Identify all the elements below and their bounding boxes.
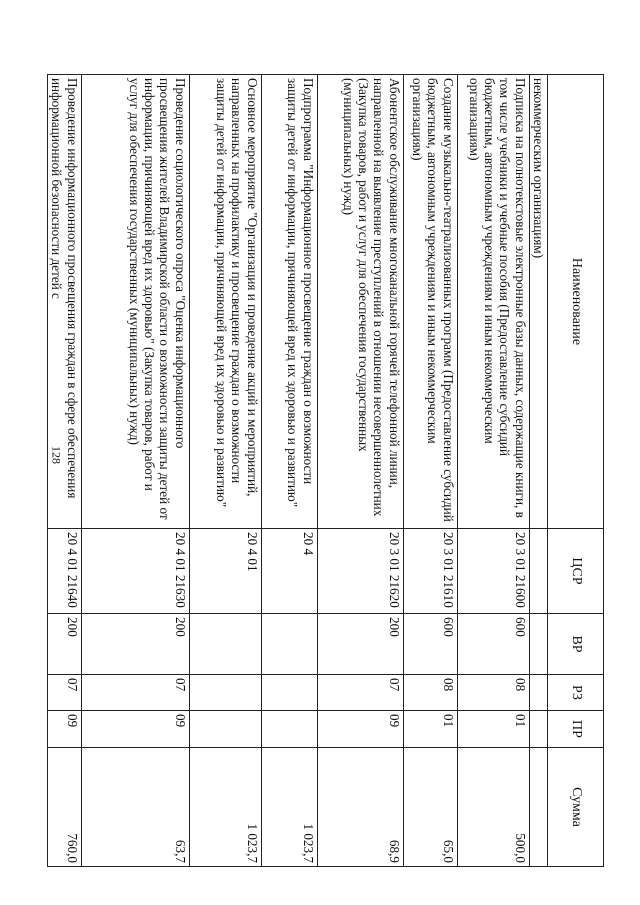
header-csr: ЦСР xyxy=(548,529,604,614)
row-vr xyxy=(189,614,261,675)
table-row xyxy=(81,75,189,867)
row-csr: 20 3 01 21620 xyxy=(317,529,403,614)
table-row xyxy=(189,75,261,867)
row-name: Создание музыкально-театрализованных программ (Предоставление субсидий бюджетным, автономным учреждениям и иным некоммерческим организациям) xyxy=(403,75,457,529)
row-name: Проведение информационного просвещения граждан в сфере обеспечения информационной безопасности детей с xyxy=(48,75,82,529)
row-pr: 09 xyxy=(81,711,189,748)
row-pr: 09 xyxy=(48,711,82,748)
row-vr: 600 xyxy=(403,614,457,675)
row-name: Подписка на полнотекстовые электронные базы данных, содержащие книги, в том числе учебники и учебные пособия (Предоставление субсидий бюджетным, автономным учреждениям и иным некоммерческим организациям) xyxy=(457,75,529,529)
row-csr: 20 4 xyxy=(261,529,317,614)
row-pr xyxy=(261,711,317,748)
row-csr: 20 3 01 21610 xyxy=(403,529,457,614)
table-row xyxy=(457,75,529,867)
table-row xyxy=(529,75,547,867)
row-sum: 63,7 xyxy=(81,748,189,867)
row-name: Проведение социологического опроса "Оценка информационного просвещения жителей Владимирской области о возможности защиты детей от информации, причиняющей вред их здоровью" (Закупка товаров, работ и услуг для обеспечения государственных (муниципальных) нужд) xyxy=(81,75,189,529)
row-sum: 65,0 xyxy=(403,748,457,867)
header-sum: Сумма xyxy=(548,748,604,867)
row-sum xyxy=(529,748,547,867)
row-sum: 760,0 xyxy=(48,748,82,867)
header-pr: ПР xyxy=(548,711,604,748)
row-csr: 20 4 01 21640 xyxy=(48,529,82,614)
row-rz xyxy=(529,675,547,711)
row-sum: 1 023,7 xyxy=(189,748,261,867)
row-csr: 20 4 01 21630 xyxy=(81,529,189,614)
row-rz: 08 xyxy=(403,675,457,711)
row-pr xyxy=(529,711,547,748)
row-csr: 20 3 01 21600 xyxy=(457,529,529,614)
row-vr: 600 xyxy=(457,614,529,675)
row-rz xyxy=(261,675,317,711)
header-name: Наименование xyxy=(548,75,604,529)
budget-table xyxy=(47,74,604,867)
row-sum: 68,9 xyxy=(317,748,403,867)
table-row xyxy=(261,75,317,867)
page-number: 128 xyxy=(49,446,64,464)
table-row xyxy=(317,75,403,867)
header-vr: ВР xyxy=(548,614,604,675)
row-vr xyxy=(261,614,317,675)
row-sum: 1 023,7 xyxy=(261,748,317,867)
row-pr: 01 xyxy=(403,711,457,748)
row-pr xyxy=(189,711,261,748)
row-pr: 01 xyxy=(457,711,529,748)
row-rz xyxy=(189,675,261,711)
row-vr: 200 xyxy=(317,614,403,675)
row-rz: 07 xyxy=(317,675,403,711)
row-name: Абонентское обслуживание многоканальной горячей телефонной линии, направленной на выявление преступлений в отношении несовершеннолетних (Закупка товаров, работ и услуг для обеспечения государственных (муниципальных) нужд) xyxy=(317,75,403,529)
table-row xyxy=(48,75,82,867)
row-rz: 08 xyxy=(457,675,529,711)
row-vr: 200 xyxy=(48,614,82,675)
row-vr xyxy=(529,614,547,675)
row-csr xyxy=(529,529,547,614)
row-name: Подпрограмма "Информационное просвещение граждан о возможности защиты детей от информации, причиняющей вред их здоровью и развитию" xyxy=(261,75,317,529)
row-rz: 07 xyxy=(48,675,82,711)
header-rz: РЗ xyxy=(548,675,604,711)
row-csr: 20 4 01 xyxy=(189,529,261,614)
row-sum: 500,0 xyxy=(457,748,529,867)
row-vr: 200 xyxy=(81,614,189,675)
row-pr: 09 xyxy=(317,711,403,748)
table-header-row xyxy=(548,75,604,867)
row-rz: 07 xyxy=(81,675,189,711)
row-name: некоммерческим организациям) xyxy=(529,75,547,529)
table-row xyxy=(403,75,457,867)
row-name: Основное мероприятие "Организация и проведение акций и мероприятий, направленных на профилактику и просвещение граждан о возможности защиты детей от информации, причиняющей вред их здоровью и развитию" xyxy=(189,75,261,529)
